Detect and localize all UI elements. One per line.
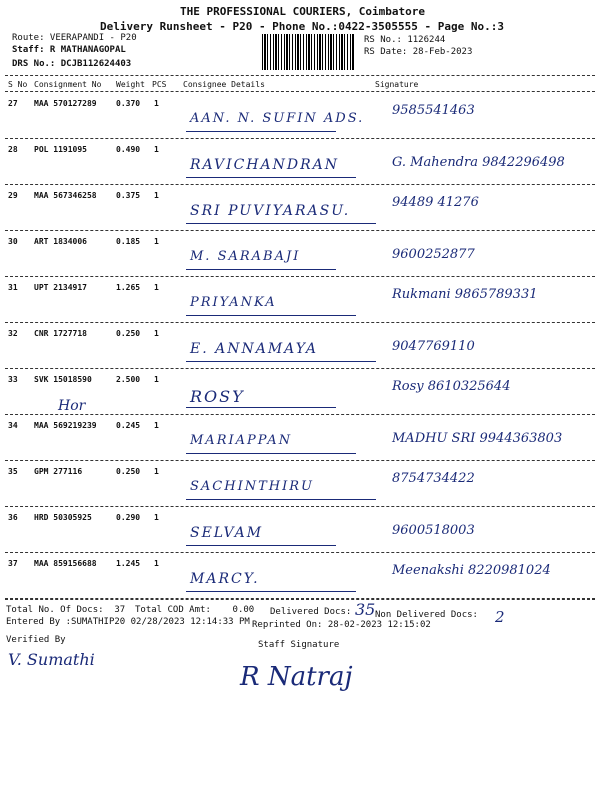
cell-weight: 0.370 — [116, 99, 141, 108]
table-row — [0, 555, 600, 601]
cell-sno: 35 — [8, 467, 18, 476]
row-divider — [5, 460, 595, 461]
receiver-signature: 94489 41276 — [392, 195, 479, 210]
consignee-handwriting: E. ANNAMAYA — [190, 341, 318, 357]
cell-pcs: 1 — [154, 329, 159, 338]
receiver-signature: Rukmani 9865789331 — [392, 287, 538, 302]
row-divider — [5, 506, 595, 507]
consignee-underline — [186, 223, 376, 224]
staff-signature-label: Staff Signature — [258, 640, 340, 650]
cell-consignment-no: CNR 1727718 — [34, 329, 87, 338]
consignee-handwriting: AAN. N. SUFIN ADS. — [190, 111, 365, 126]
cell-sno: 37 — [8, 559, 18, 568]
cell-weight: 1.265 — [116, 283, 141, 292]
cell-consignment-no: POL 1191095 — [34, 145, 87, 154]
table-row — [0, 325, 600, 371]
cell-sno: 32 — [8, 329, 18, 338]
cell-pcs: 1 — [154, 467, 159, 476]
cell-consignment-no: SVK 15018590 — [34, 375, 92, 384]
consignee-underline — [186, 499, 376, 500]
cell-weight: 0.185 — [116, 237, 141, 246]
cell-pcs: 1 — [154, 513, 159, 522]
row-divider — [5, 414, 595, 415]
row-divider — [5, 276, 595, 277]
receiver-signature: 9600518003 — [392, 523, 475, 538]
receiver-signature: 9600252877 — [392, 247, 475, 262]
cell-weight: 0.250 — [116, 467, 141, 476]
consignee-handwriting: SRI PUVIYARASU. — [190, 203, 351, 219]
cell-pcs: 1 — [154, 145, 159, 154]
table-row — [0, 187, 600, 233]
receiver-signature: Rosy 8610325644 — [392, 379, 511, 394]
cell-sno: 30 — [8, 237, 18, 246]
consignee-handwriting: M. SARABAJI — [190, 249, 301, 264]
consignee-underline — [186, 361, 376, 362]
staff-signature: R Natraj — [240, 662, 353, 692]
non-delivered-docs-value: 2 — [495, 608, 505, 626]
cell-pcs: 1 — [154, 559, 159, 568]
col-weight: Weight — [116, 80, 145, 89]
receiver-signature: MADHU SRI 9944363803 — [392, 431, 563, 446]
cell-pcs: 1 — [154, 421, 159, 430]
cell-weight: 0.290 — [116, 513, 141, 522]
cell-consignment-no: MAA 570127289 — [34, 99, 97, 108]
consignee-underline — [186, 407, 336, 408]
divider — [5, 75, 595, 76]
verified-signature: V. Sumathi — [8, 650, 95, 669]
consignee-underline — [186, 591, 356, 592]
cell-consignment-no: MAA 567346258 — [34, 191, 97, 200]
row-divider — [5, 138, 595, 139]
cell-consignment-no: HRD 50305925 — [34, 513, 92, 522]
rs-date: RS Date: 28-Feb-2023 — [364, 47, 473, 57]
cell-pcs: 1 — [154, 237, 159, 246]
total-cod: Total COD Amt: 0.00 — [135, 605, 255, 615]
consignee-underline — [186, 545, 336, 546]
cell-sno: 28 — [8, 145, 18, 154]
rs-number: RS No.: 1126244 — [364, 35, 446, 45]
cell-weight: 0.250 — [116, 329, 141, 338]
receiver-signature: 8754734422 — [392, 471, 475, 486]
consignee-handwriting: RAVICHANDRAN — [190, 157, 340, 173]
delivered-docs-value: 35 — [355, 600, 376, 619]
cell-sno: 27 — [8, 99, 18, 108]
col-consignee: Consignee Details — [183, 80, 265, 89]
cell-consignment-no: MAA 859156688 — [34, 559, 97, 568]
cell-pcs: 1 — [154, 283, 159, 292]
table-row — [0, 509, 600, 555]
consignee-handwriting: PRIYANKA — [190, 295, 277, 310]
row-divider — [5, 368, 595, 369]
consignee-underline — [186, 269, 336, 270]
col-sno: S No — [8, 80, 28, 89]
cell-weight: 0.245 — [116, 421, 141, 430]
cell-sno: 31 — [8, 283, 18, 292]
cell-weight: 0.375 — [116, 191, 141, 200]
handwritten-note: Hor — [58, 398, 86, 414]
consignee-underline — [186, 131, 336, 132]
receiver-signature: 9585541463 — [392, 103, 475, 118]
cell-pcs: 1 — [154, 191, 159, 200]
cell-pcs: 1 — [154, 375, 159, 384]
consignee-underline — [186, 453, 356, 454]
staff: Staff: R MATHANAGOPAL — [12, 45, 126, 55]
receiver-signature: 9047769110 — [392, 339, 475, 354]
table-row — [0, 417, 600, 463]
cell-consignment-no: MAA 569219239 — [34, 421, 97, 430]
cell-consignment-no: GPM 277116 — [34, 467, 83, 476]
consignee-handwriting: ROSY — [190, 387, 245, 406]
cell-sno: 34 — [8, 421, 18, 430]
consignee-underline — [186, 315, 356, 316]
table-row — [0, 233, 600, 279]
divider — [5, 91, 595, 92]
consignee-handwriting: SACHINTHIRU — [190, 479, 314, 494]
table-row — [0, 463, 600, 509]
consignee-handwriting: MARIAPPAN — [190, 433, 293, 448]
delivered-docs-label: Delivered Docs: — [270, 607, 352, 617]
receiver-signature: G. Mahendra 9842296498 — [392, 155, 565, 170]
row-divider — [5, 552, 595, 553]
row-divider — [5, 184, 595, 185]
verified-by: Verified By — [6, 635, 66, 645]
reprinted-on: Reprinted On: 28-02-2023 12:15:02 — [252, 620, 431, 630]
consignee-underline — [186, 177, 356, 178]
consignee-handwriting: MARCY. — [190, 571, 260, 587]
table-row — [0, 371, 600, 417]
receiver-signature: Meenakshi 8220981024 — [392, 563, 551, 578]
table-row — [0, 141, 600, 187]
cell-sno: 36 — [8, 513, 18, 522]
barcode — [262, 34, 354, 70]
cell-consignment-no: UPT 2134917 — [34, 283, 87, 292]
cell-consignment-no: ART 1834006 — [34, 237, 87, 246]
col-consignment: Consignment No — [34, 80, 102, 89]
consignee-handwriting: SELVAM — [190, 525, 264, 541]
non-delivered-docs-label: Non Delivered Docs: — [375, 610, 478, 620]
cell-sno: 29 — [8, 191, 18, 200]
entered-by: Entered By :SUMATHIP20 02/28/2023 12:14:33 PM — [6, 617, 250, 627]
divider — [5, 599, 595, 600]
col-pcs: PCS — [152, 80, 167, 89]
cell-weight: 1.245 — [116, 559, 141, 568]
cell-sno: 33 — [8, 375, 18, 384]
company-name: THE PROFESSIONAL COURIERS, Coimbatore — [180, 5, 426, 18]
row-divider — [5, 230, 595, 231]
row-divider — [5, 322, 595, 323]
col-signature: Signature — [375, 80, 419, 89]
route: Route: VEERAPANDI - P20 — [12, 33, 137, 43]
total-docs: Total No. Of Docs: 37 — [6, 605, 126, 615]
cell-pcs: 1 — [154, 99, 159, 108]
table-row — [0, 279, 600, 325]
cell-weight: 0.490 — [116, 145, 141, 154]
drs-number: DRS No.: DCJB112624403 — [12, 59, 132, 69]
runsheet-title: Delivery Runsheet - P20 - Phone No.:0422-3505555 - Page No.:3 — [100, 20, 504, 33]
cell-weight: 2.500 — [116, 375, 141, 384]
table-row — [0, 95, 600, 141]
